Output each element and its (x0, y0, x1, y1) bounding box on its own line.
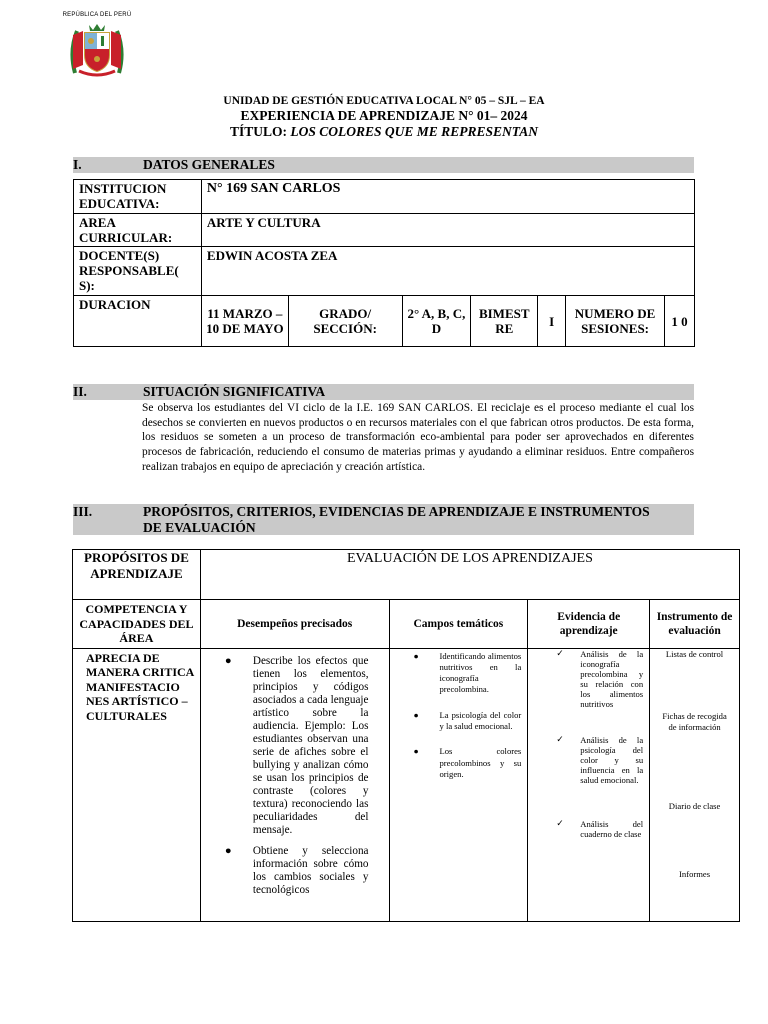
campos-header: Campos temáticos (389, 600, 528, 649)
evidencia-item: ✓ Análisis de la iconografía precolombina y su relación con los alimentos nutritivos (556, 647, 644, 709)
coat-of-arms (62, 12, 132, 78)
evaluacion-header: EVALUACIÓN DE LOS APRENDIZAJES (200, 550, 739, 600)
sesiones-value: 1 0 (665, 296, 695, 347)
evidencia-item: ✓ Análisis de la psicología del color y su influencia en la salud emocional. (556, 733, 644, 785)
peru-coat-of-arms-icon (67, 21, 127, 79)
instrumento-item: Fichas de recogida de información (662, 710, 727, 732)
check-icon: ✓ (556, 817, 564, 828)
area-label: AREA CURRICULAR: (74, 214, 202, 247)
check-icon: ✓ (556, 733, 564, 744)
bimestre-value: I (538, 296, 566, 347)
campo-item: ● Identificando alimentos nutritivos en la iconografía precolombina. (413, 650, 522, 695)
duracion-value: 11 MARZO – 10 DE MAYO (201, 296, 288, 347)
institucion-label: INSTITUCION EDUCATIVA: (74, 180, 202, 214)
campo-item: ● Los colores precolombinos y su origen. (413, 746, 522, 779)
situacion-paragraph: Se observa los estudiantes del VI ciclo de la I.E. 169 SAN CARLOS. El reciclaje es el proceso mediante el cual los desechos se convierten en nuevos productos o en recursos materiales con el que fabrican otros productos. De esta forma, los residuos se someten a un proceso de transformación eco-ambiental para poder ser aprovechados en diferentes procesos de fabricación, reduciendo el consumo de materias primas y ayudando a eliminar residuos. Entre compañeros realizan trabajos en equipo de apreciación y creación artística. (142, 402, 694, 473)
sesiones-label: NUMERO DE SESIONES: (566, 296, 665, 347)
bimestre-label: BIMEST RE (471, 296, 538, 347)
competencia-header: COMPETENCIA Y CAPACIDADES DEL ÁREA (73, 600, 201, 649)
datos-generales-table (73, 179, 695, 347)
evidencia-header: Evidencia de aprendizaje (528, 600, 650, 649)
instrumento-item: Listas de control (665, 648, 724, 659)
institucion-value: N° 169 SAN CARLOS (201, 180, 694, 214)
evidencia-cell (528, 648, 650, 921)
desempeno-item: ● Describe los efectos que tienen los elementos, principios y códigos asociados a cada lenguaje artístico sobre la audiencia. Ejemplo: Los estudiantes observan una serie de afiches sobre el bullying y analizan cómo se usan los principios de contraste (colores y textura) reconociendo las peculiaridades del mensaje. (224, 654, 369, 836)
docente-value: EDWIN ACOSTA ZEA (201, 247, 694, 296)
instrumento-cell (650, 648, 740, 921)
desempenos-cell (200, 648, 389, 921)
ugel-title: UNIDAD DE GESTIÓN EDUCATIVA LOCAL N° 05 – SJL – EA (223, 95, 545, 107)
instrumento-item: Diario de clase (668, 800, 721, 811)
instrumento-header: Instrumento de evaluación (650, 600, 740, 649)
evaluation-table (72, 549, 740, 922)
grado-value: 2° A, B, C, D (402, 296, 471, 347)
crest-label: REPÚBLICA DEL PERÚ (62, 12, 132, 18)
instrumento-item: Informes (679, 868, 711, 879)
campo-item: ● La psicología del color y la salud emocional. (413, 709, 522, 731)
desempeno-item: ● Obtiene y selecciona información sobre cómo los cambios sociales y tecnológicos (224, 844, 369, 896)
docente-label: DOCENTE(S) RESPONSABLE( S): (74, 247, 202, 296)
area-value: ARTE Y CULTURA (201, 214, 694, 247)
section-situacion-significativa: II. SITUACIÓN SIGNIFICATIVA (73, 384, 694, 400)
propositos-header: PROPÓSITOS DE APRENDIZAJE (73, 550, 201, 600)
check-icon: ✓ (556, 647, 564, 658)
competencia-cell: APRECIA DE MANERA CRITICA MANIFESTACIO NES ARTÍSTICO – CULTURALES (73, 648, 201, 921)
evidencia-item: ✓ Análisis del cuaderno de clase (556, 817, 644, 839)
section-datos-generales: I. DATOS GENERALES (73, 157, 694, 173)
grado-label: GRADO/ SECCIÓN: (288, 296, 402, 347)
experience-title: EXPERIENCIA DE APRENDIZAJE N° 01– 2024 (240, 108, 528, 123)
desempenos-header: Desempeños precisados (200, 600, 389, 649)
document-title: TÍTULO: LOS COLORES QUE ME REPRESENTAN (230, 124, 538, 139)
section-propositos: III. PROPÓSITOS, CRITERIOS, EVIDENCIAS DE APRENDIZAJE E INSTRUMENTOS DE EVALUACIÓN (73, 504, 694, 535)
campos-cell (389, 648, 528, 921)
duracion-label: DURACION (74, 296, 202, 347)
